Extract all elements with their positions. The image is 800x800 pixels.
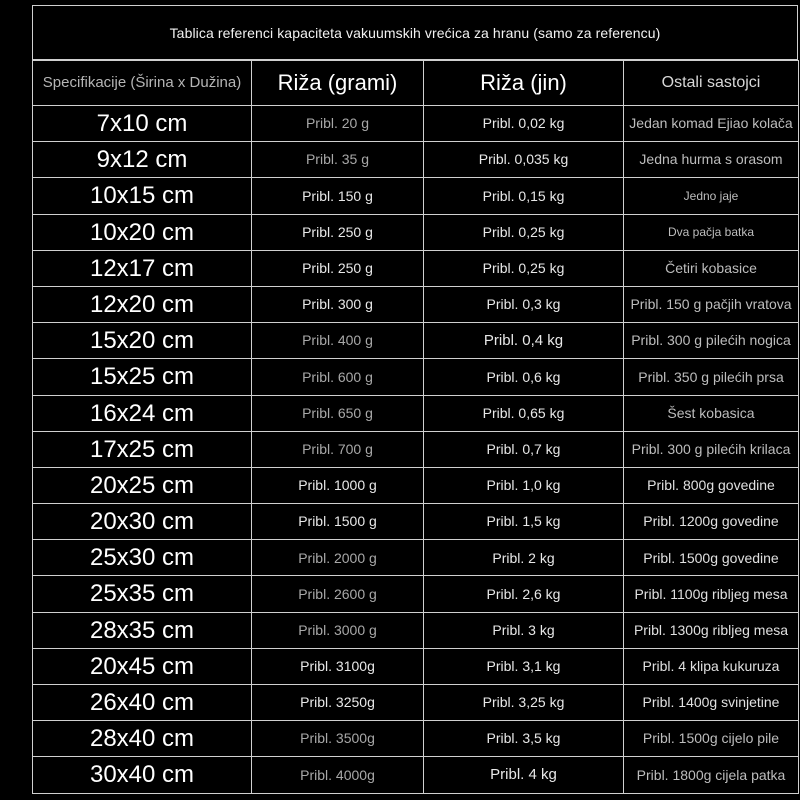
table-row — [33, 395, 799, 431]
rice-grams-cell: Pribl. 1000 g — [252, 467, 424, 503]
spec-cell: 10x15 cm — [33, 178, 252, 214]
other-ingredients-cell: Pribl. 1800g cijela patka — [624, 757, 799, 793]
spec-cell: 26x40 cm — [33, 685, 252, 721]
rice-jin-cell: Pribl. 0,4 kg — [424, 323, 624, 359]
spec-cell: 15x25 cm — [33, 359, 252, 395]
other-ingredients-cell: Četiri kobasice — [624, 250, 799, 286]
rice-jin-cell: Pribl. 0,25 kg — [424, 214, 624, 250]
spec-cell: 17x25 cm — [33, 431, 252, 467]
spec-cell: 20x30 cm — [33, 504, 252, 540]
table-row — [33, 359, 799, 395]
table-row — [33, 504, 799, 540]
header-row — [33, 61, 799, 106]
capacity-table — [32, 60, 799, 794]
other-ingredients-cell: Pribl. 800g govedine — [624, 467, 799, 503]
table-row — [33, 648, 799, 684]
other-ingredients-cell: Pribl. 4 klipa kukuruza — [624, 648, 799, 684]
header-spec: Specifikacije (Širina x Dužina) — [33, 61, 252, 106]
table-row — [33, 685, 799, 721]
rice-jin-cell: Pribl. 3,1 kg — [424, 648, 624, 684]
other-ingredients-cell: Pribl. 1500g cijelo pile — [624, 721, 799, 757]
spec-cell: 15x20 cm — [33, 323, 252, 359]
rice-grams-cell: Pribl. 1500 g — [252, 504, 424, 540]
spec-cell: 12x20 cm — [33, 286, 252, 322]
other-ingredients-cell: Dva pačja batka — [624, 214, 799, 250]
table-row — [33, 142, 799, 178]
rice-jin-cell: Pribl. 0,035 kg — [424, 142, 624, 178]
table-row — [33, 757, 799, 793]
table-row — [33, 721, 799, 757]
table-row — [33, 178, 799, 214]
rice-jin-cell: Pribl. 0,7 kg — [424, 431, 624, 467]
rice-grams-cell: Pribl. 600 g — [252, 359, 424, 395]
other-ingredients-cell: Šest kobasica — [624, 395, 799, 431]
rice-grams-cell: Pribl. 2600 g — [252, 576, 424, 612]
rice-jin-cell: Pribl. 4 kg — [424, 757, 624, 793]
spec-cell: 20x45 cm — [33, 648, 252, 684]
table-row — [33, 612, 799, 648]
rice-jin-cell: Pribl. 0,3 kg — [424, 286, 624, 322]
other-ingredients-cell: Jedno jaje — [624, 178, 799, 214]
rice-grams-cell: Pribl. 20 g — [252, 106, 424, 142]
rice-grams-cell: Pribl. 2000 g — [252, 540, 424, 576]
rice-jin-cell: Pribl. 3 kg — [424, 612, 624, 648]
other-ingredients-cell: Pribl. 350 g pilećih prsa — [624, 359, 799, 395]
rice-jin-cell: Pribl. 0,25 kg — [424, 250, 624, 286]
table-row — [33, 540, 799, 576]
rice-grams-cell: Pribl. 3500g — [252, 721, 424, 757]
rice-grams-cell: Pribl. 250 g — [252, 214, 424, 250]
other-ingredients-cell: Pribl. 300 g pilećih krilaca — [624, 431, 799, 467]
spec-cell: 30x40 cm — [33, 757, 252, 793]
rice-grams-cell: Pribl. 400 g — [252, 323, 424, 359]
other-ingredients-cell: Pribl. 1100g ribljeg mesa — [624, 576, 799, 612]
spec-cell: 25x35 cm — [33, 576, 252, 612]
table-row — [33, 323, 799, 359]
spec-cell: 12x17 cm — [33, 250, 252, 286]
table-row — [33, 286, 799, 322]
spec-cell: 9x12 cm — [33, 142, 252, 178]
rice-grams-cell: Pribl. 650 g — [252, 395, 424, 431]
rice-jin-cell: Pribl. 3,5 kg — [424, 721, 624, 757]
spec-cell: 28x35 cm — [33, 612, 252, 648]
header-rice-jin: Riža (jin) — [424, 61, 624, 106]
other-ingredients-cell: Pribl. 1200g govedine — [624, 504, 799, 540]
rice-grams-cell: Pribl. 3000 g — [252, 612, 424, 648]
rice-jin-cell: Pribl. 0,15 kg — [424, 178, 624, 214]
table-row — [33, 467, 799, 503]
spec-cell: 7x10 cm — [33, 106, 252, 142]
rice-grams-cell: Pribl. 35 g — [252, 142, 424, 178]
spec-cell: 28x40 cm — [33, 721, 252, 757]
rice-jin-cell: Pribl. 0,6 kg — [424, 359, 624, 395]
rice-grams-cell: Pribl. 4000g — [252, 757, 424, 793]
rice-grams-cell: Pribl. 3100g — [252, 648, 424, 684]
other-ingredients-cell: Pribl. 150 g pačjih vratova — [624, 286, 799, 322]
spec-cell: 10x20 cm — [33, 214, 252, 250]
other-ingredients-cell: Pribl. 1400g svinjetine — [624, 685, 799, 721]
rice-jin-cell: Pribl. 0,65 kg — [424, 395, 624, 431]
rice-grams-cell: Pribl. 250 g — [252, 250, 424, 286]
rice-grams-cell: Pribl. 3250g — [252, 685, 424, 721]
table-row — [33, 576, 799, 612]
table-row — [33, 106, 799, 142]
spec-cell: 20x25 cm — [33, 467, 252, 503]
rice-grams-cell: Pribl. 150 g — [252, 178, 424, 214]
table-title: Tablica referenci kapaciteta vakuumskih vrećica za hranu (samo za referencu) — [32, 5, 798, 60]
rice-grams-cell: Pribl. 300 g — [252, 286, 424, 322]
header-other: Ostali sastojci — [624, 61, 799, 106]
other-ingredients-cell: Pribl. 1300g ribljeg mesa — [624, 612, 799, 648]
rice-jin-cell: Pribl. 1,0 kg — [424, 467, 624, 503]
spec-cell: 16x24 cm — [33, 395, 252, 431]
header-rice-grams: Riža (grami) — [252, 61, 424, 106]
other-ingredients-cell: Jedan komad Ejiao kolača — [624, 106, 799, 142]
table-row — [33, 250, 799, 286]
table-row — [33, 431, 799, 467]
rice-jin-cell: Pribl. 0,02 kg — [424, 106, 624, 142]
other-ingredients-cell: Jedna hurma s orasom — [624, 142, 799, 178]
rice-jin-cell: Pribl. 3,25 kg — [424, 685, 624, 721]
rice-jin-cell: Pribl. 1,5 kg — [424, 504, 624, 540]
rice-jin-cell: Pribl. 2,6 kg — [424, 576, 624, 612]
spec-cell: 25x30 cm — [33, 540, 252, 576]
other-ingredients-cell: Pribl. 1500g govedine — [624, 540, 799, 576]
other-ingredients-cell: Pribl. 300 g pilećih nogica — [624, 323, 799, 359]
table-row — [33, 214, 799, 250]
rice-grams-cell: Pribl. 700 g — [252, 431, 424, 467]
rice-jin-cell: Pribl. 2 kg — [424, 540, 624, 576]
